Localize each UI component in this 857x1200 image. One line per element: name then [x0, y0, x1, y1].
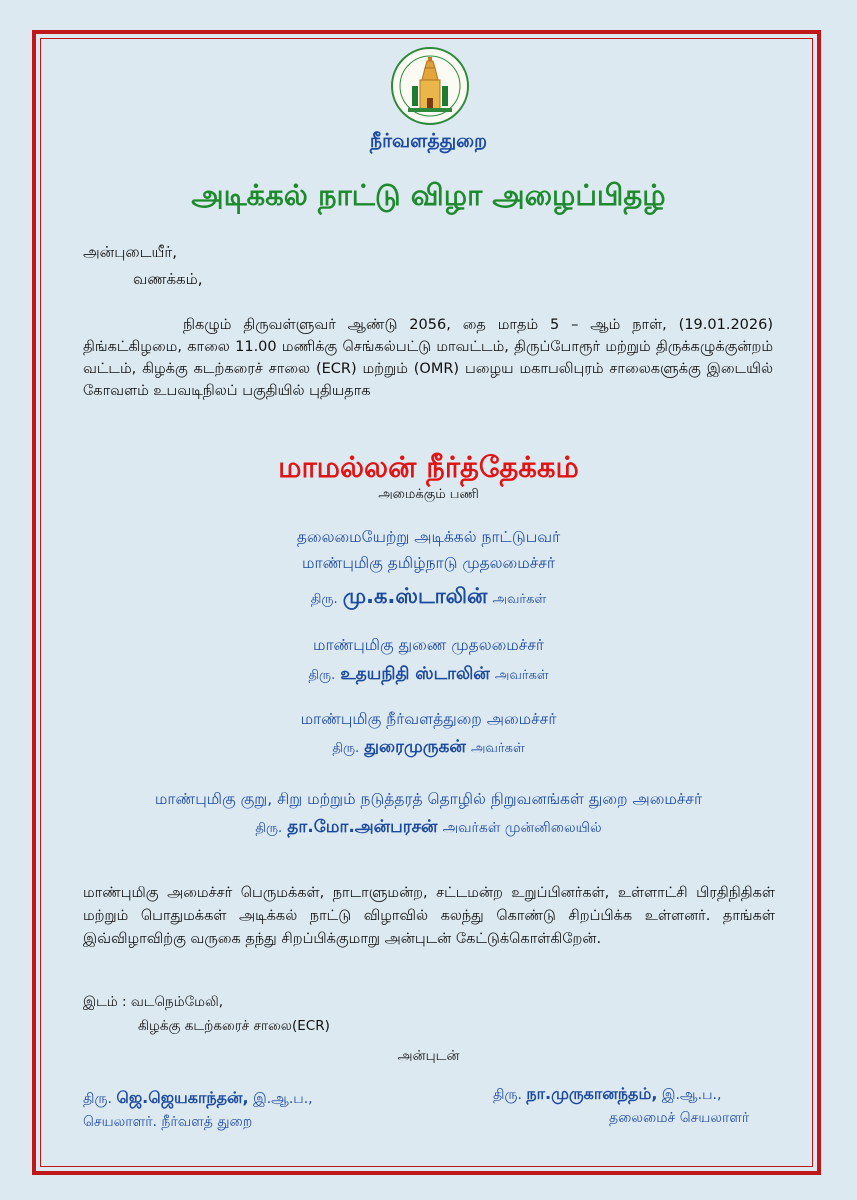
deputy-name-line	[0, 664, 857, 686]
chief-prefix: திரு.	[310, 592, 338, 607]
signatory-left-title: இ.ஆ.ப.,	[253, 1091, 313, 1107]
msme-minister-name: தா.மோ.அன்பரசன்	[287, 817, 438, 837]
signatory-left-name-line	[83, 1088, 313, 1109]
water-minister-name-line	[0, 737, 857, 759]
project-name: மாமல்லன் நீர்த்தேக்கம்	[278, 450, 579, 484]
signatory-left-designation: செயலாளர். நீர்வளத் துறை	[83, 1114, 253, 1130]
closing-paragraph: மாண்புமிகு அமைச்சர் பெருமக்கள், நாடாளுமன்ற, சட்டமன்ற உறுப்பினர்கள், உள்ளாட்சி பிரதிநிதிகள் மற்றும் பொதுமக்கள் அடிக்கல் நாட்டு விழாவில் கலந்து கொண்டு சிறப்பிக்க உள்ளனர். தாங்கள் இவ்விழாவிற்கு வருகை தந்து சிறப்பிக்குமாறு அன்புடன் கேட்டுக்கொள்கிறேன்.	[83, 885, 775, 947]
invitation-title: அடிக்கல் நாட்டு விழா அழைப்பிதழ்	[191, 178, 666, 212]
water-minister-line1: மாண்புமிகு நீர்வளத்துறை அமைச்சர்	[300, 710, 557, 728]
department-heading: நீர்வளத்துறை	[369, 130, 488, 152]
chief-name-line	[0, 584, 857, 611]
signatory-left-prefix: திரு.	[83, 1091, 112, 1107]
deputy-suffix: அவர்கள்	[494, 668, 549, 683]
deputy-name: உதயநிதி ஸ்டாலின்	[340, 664, 490, 684]
signatory-right-title: இ.ஆ.ப.,	[661, 1087, 722, 1103]
chief-line2: மாண்புமிகு தமிழ்நாடு முதலமைச்சர்	[302, 554, 555, 572]
msme-minister-suffix: அவர்கள் முன்னிலையில்	[442, 820, 602, 836]
signatory-left-name: ஜெ.ஜெயகாந்தன்,	[116, 1088, 249, 1107]
venue-line2: கிழக்கு கடற்கரைச் சாலை(ECR)	[138, 1018, 330, 1034]
msme-minister-prefix: திரு.	[255, 821, 283, 836]
signatory-right-designation: தலைமைச் செயலாளர்	[609, 1110, 750, 1126]
water-minister-suffix: அவர்கள்	[470, 741, 525, 756]
government-emblem-icon	[390, 46, 470, 126]
venue-line1: இடம் : வடநெம்மேலி,	[83, 994, 224, 1010]
signatory-right-name-line	[493, 1084, 721, 1105]
chief-suffix: அவர்கள்	[492, 592, 547, 607]
msme-minister-line1: மாண்புமிகு குறு, சிறு மற்றும் நடுத்தரத் தொழில் நிறுவனங்கள் துறை அமைச்சர்	[154, 790, 703, 808]
salutation: வணக்கம்,	[133, 270, 203, 288]
signatory-right-name: நா.முருகானந்தம்,	[526, 1084, 658, 1103]
intro-text: நிகழும் திருவள்ளுவர் ஆண்டு 2056, தை மாதம் 5 – ஆம் நாள், (19.01.2026) திங்கட்கிழமை, காலை 11.00 மணிக்கு செங்கல்பட்டு மாவட்டம், திருப்போரூர் மற்றும் திருக்கழுக்குன்றம் வட்டம், கிழக்கு கடற்கரைச் சாலை (ECR) மற்றும் (OMR) பழைய மகாபலிபுரம் சாலைகளுக்கு இடையில் கோவளம் உபவடிநிலப் பகுதியில் புதியதாக	[83, 317, 773, 399]
greeting: அன்புடையீர்,	[83, 243, 177, 261]
deputy-line1: மாண்புமிகு துணை முதலமைச்சர்	[312, 636, 545, 654]
water-minister-prefix: திரு.	[332, 741, 360, 756]
project-subtitle: அமைக்கும் பணி	[378, 487, 479, 502]
anbudan: அன்புடன்	[397, 1048, 460, 1064]
intro-paragraph	[83, 314, 773, 402]
deputy-prefix: திரு.	[308, 668, 336, 683]
msme-minister-name-line	[0, 817, 857, 839]
chief-name: மு.க.ஸ்டாலின்	[342, 584, 488, 608]
water-minister-name: துரைமுருகன்	[364, 737, 466, 757]
chief-line1: தலைமையேற்று அடிக்கல் நாட்டுபவர்	[296, 528, 561, 546]
signatory-right-prefix: திரு.	[493, 1087, 522, 1103]
